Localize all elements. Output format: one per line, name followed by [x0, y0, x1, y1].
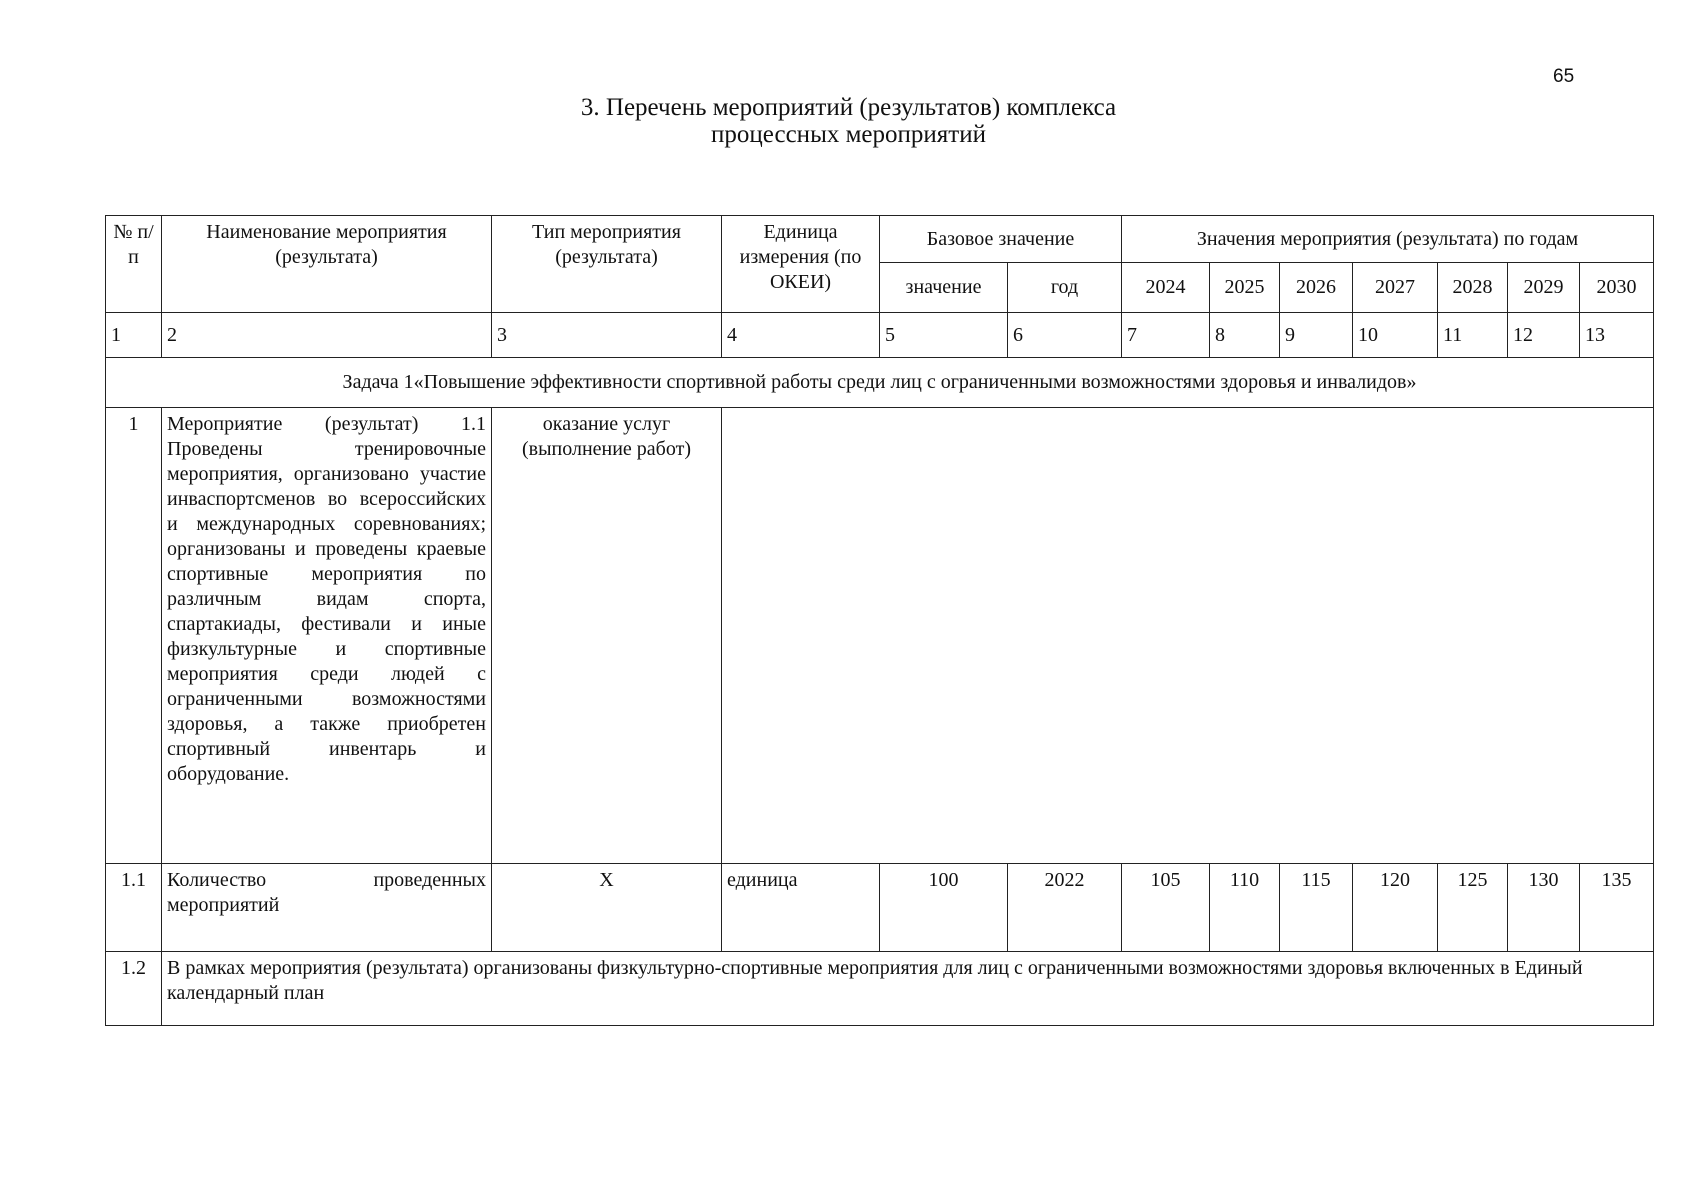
row-number: 1.1 [106, 864, 162, 952]
column-number: 5 [880, 313, 1008, 358]
header-name: Наименование мероприятия (результата) [162, 216, 492, 313]
column-number: 10 [1353, 313, 1438, 358]
column-number: 2 [162, 313, 492, 358]
header-year: 2025 [1210, 263, 1280, 313]
row-number: 1.2 [106, 952, 162, 1026]
column-number: 1 [106, 313, 162, 358]
header-year: 2030 [1580, 263, 1654, 313]
year-value-cell: 110 [1210, 864, 1280, 952]
indicator-type: X [492, 864, 722, 952]
year-value-cell: 125 [1438, 864, 1508, 952]
header-by-years: Значения мероприятия (результата) по годам [1122, 216, 1654, 263]
activities-table [105, 215, 1654, 1026]
header-base-year: год [1008, 263, 1122, 313]
year-value-cell: 105 [1122, 864, 1210, 952]
activity-type: оказание услуг (выполнение работ) [492, 408, 722, 864]
column-number: 7 [1122, 313, 1210, 358]
indicator-name: Количество проведенных мероприятий [162, 864, 492, 952]
task-title: Задача 1«Повышение эффективности спортивной работы среди лиц с ограниченными возможностями здоровья и инвалидов» [106, 358, 1654, 408]
task-row [106, 358, 1654, 408]
table-row [106, 408, 1654, 864]
title-line-2: процессных мероприятий [711, 121, 986, 148]
table-row [106, 952, 1654, 1026]
year-value-cell: 115 [1280, 864, 1353, 952]
header-year: 2026 [1280, 263, 1353, 313]
column-number: 4 [722, 313, 880, 358]
column-numbers-row [106, 313, 1654, 358]
table-row [106, 864, 1654, 952]
column-number: 8 [1210, 313, 1280, 358]
column-number: 11 [1438, 313, 1508, 358]
base-value-cell: 100 [880, 864, 1008, 952]
unit-cell: единица [722, 864, 880, 952]
header-num: № п/п [106, 216, 162, 313]
header-type: Тип мероприятия (результата) [492, 216, 722, 313]
column-number: 13 [1580, 313, 1654, 358]
header-base-value: значение [880, 263, 1008, 313]
year-value-cell: 130 [1508, 864, 1580, 952]
year-value-cell: 120 [1353, 864, 1438, 952]
column-number: 3 [492, 313, 722, 358]
header-base: Базовое значение [880, 216, 1122, 263]
empty-values-cell [722, 408, 1654, 864]
header-year: 2024 [1122, 263, 1210, 313]
page-title [0, 94, 1697, 148]
header-unit: Единица измерения (по ОКЕИ) [722, 216, 880, 313]
column-number: 9 [1280, 313, 1353, 358]
page-number: 65 [1553, 66, 1575, 87]
header-row-1 [106, 216, 1654, 263]
year-value-cell: 135 [1580, 864, 1654, 952]
header-year: 2027 [1353, 263, 1438, 313]
column-number: 12 [1508, 313, 1580, 358]
title-line-1: 3. Перечень мероприятий (результатов) комплекса [580, 94, 1117, 121]
header-year: 2028 [1438, 263, 1508, 313]
header-year: 2029 [1508, 263, 1580, 313]
activity-name: Мероприятие (результат) 1.1 Проведены тренировочные мероприятия, организовано участие инваспортсменов во всероссийских и международных соревнованиях; организованы и проведены краевые спортивные мероприятия по различным видам спорта, спартакиады, фестивали и иные физкультурные и спортивные мероприятия среди людей с ограниченными возможностями здоровья, а также приобретен спортивный инвентарь и оборудование. [162, 408, 492, 864]
result-description: В рамках мероприятия (результата) организованы физкультурно-спортивные мероприятия для лиц с ограниченными возможностями здоровья включенных в Единый календарный план [162, 952, 1654, 1026]
row-number: 1 [106, 408, 162, 864]
column-number: 6 [1008, 313, 1122, 358]
base-year-cell: 2022 [1008, 864, 1122, 952]
